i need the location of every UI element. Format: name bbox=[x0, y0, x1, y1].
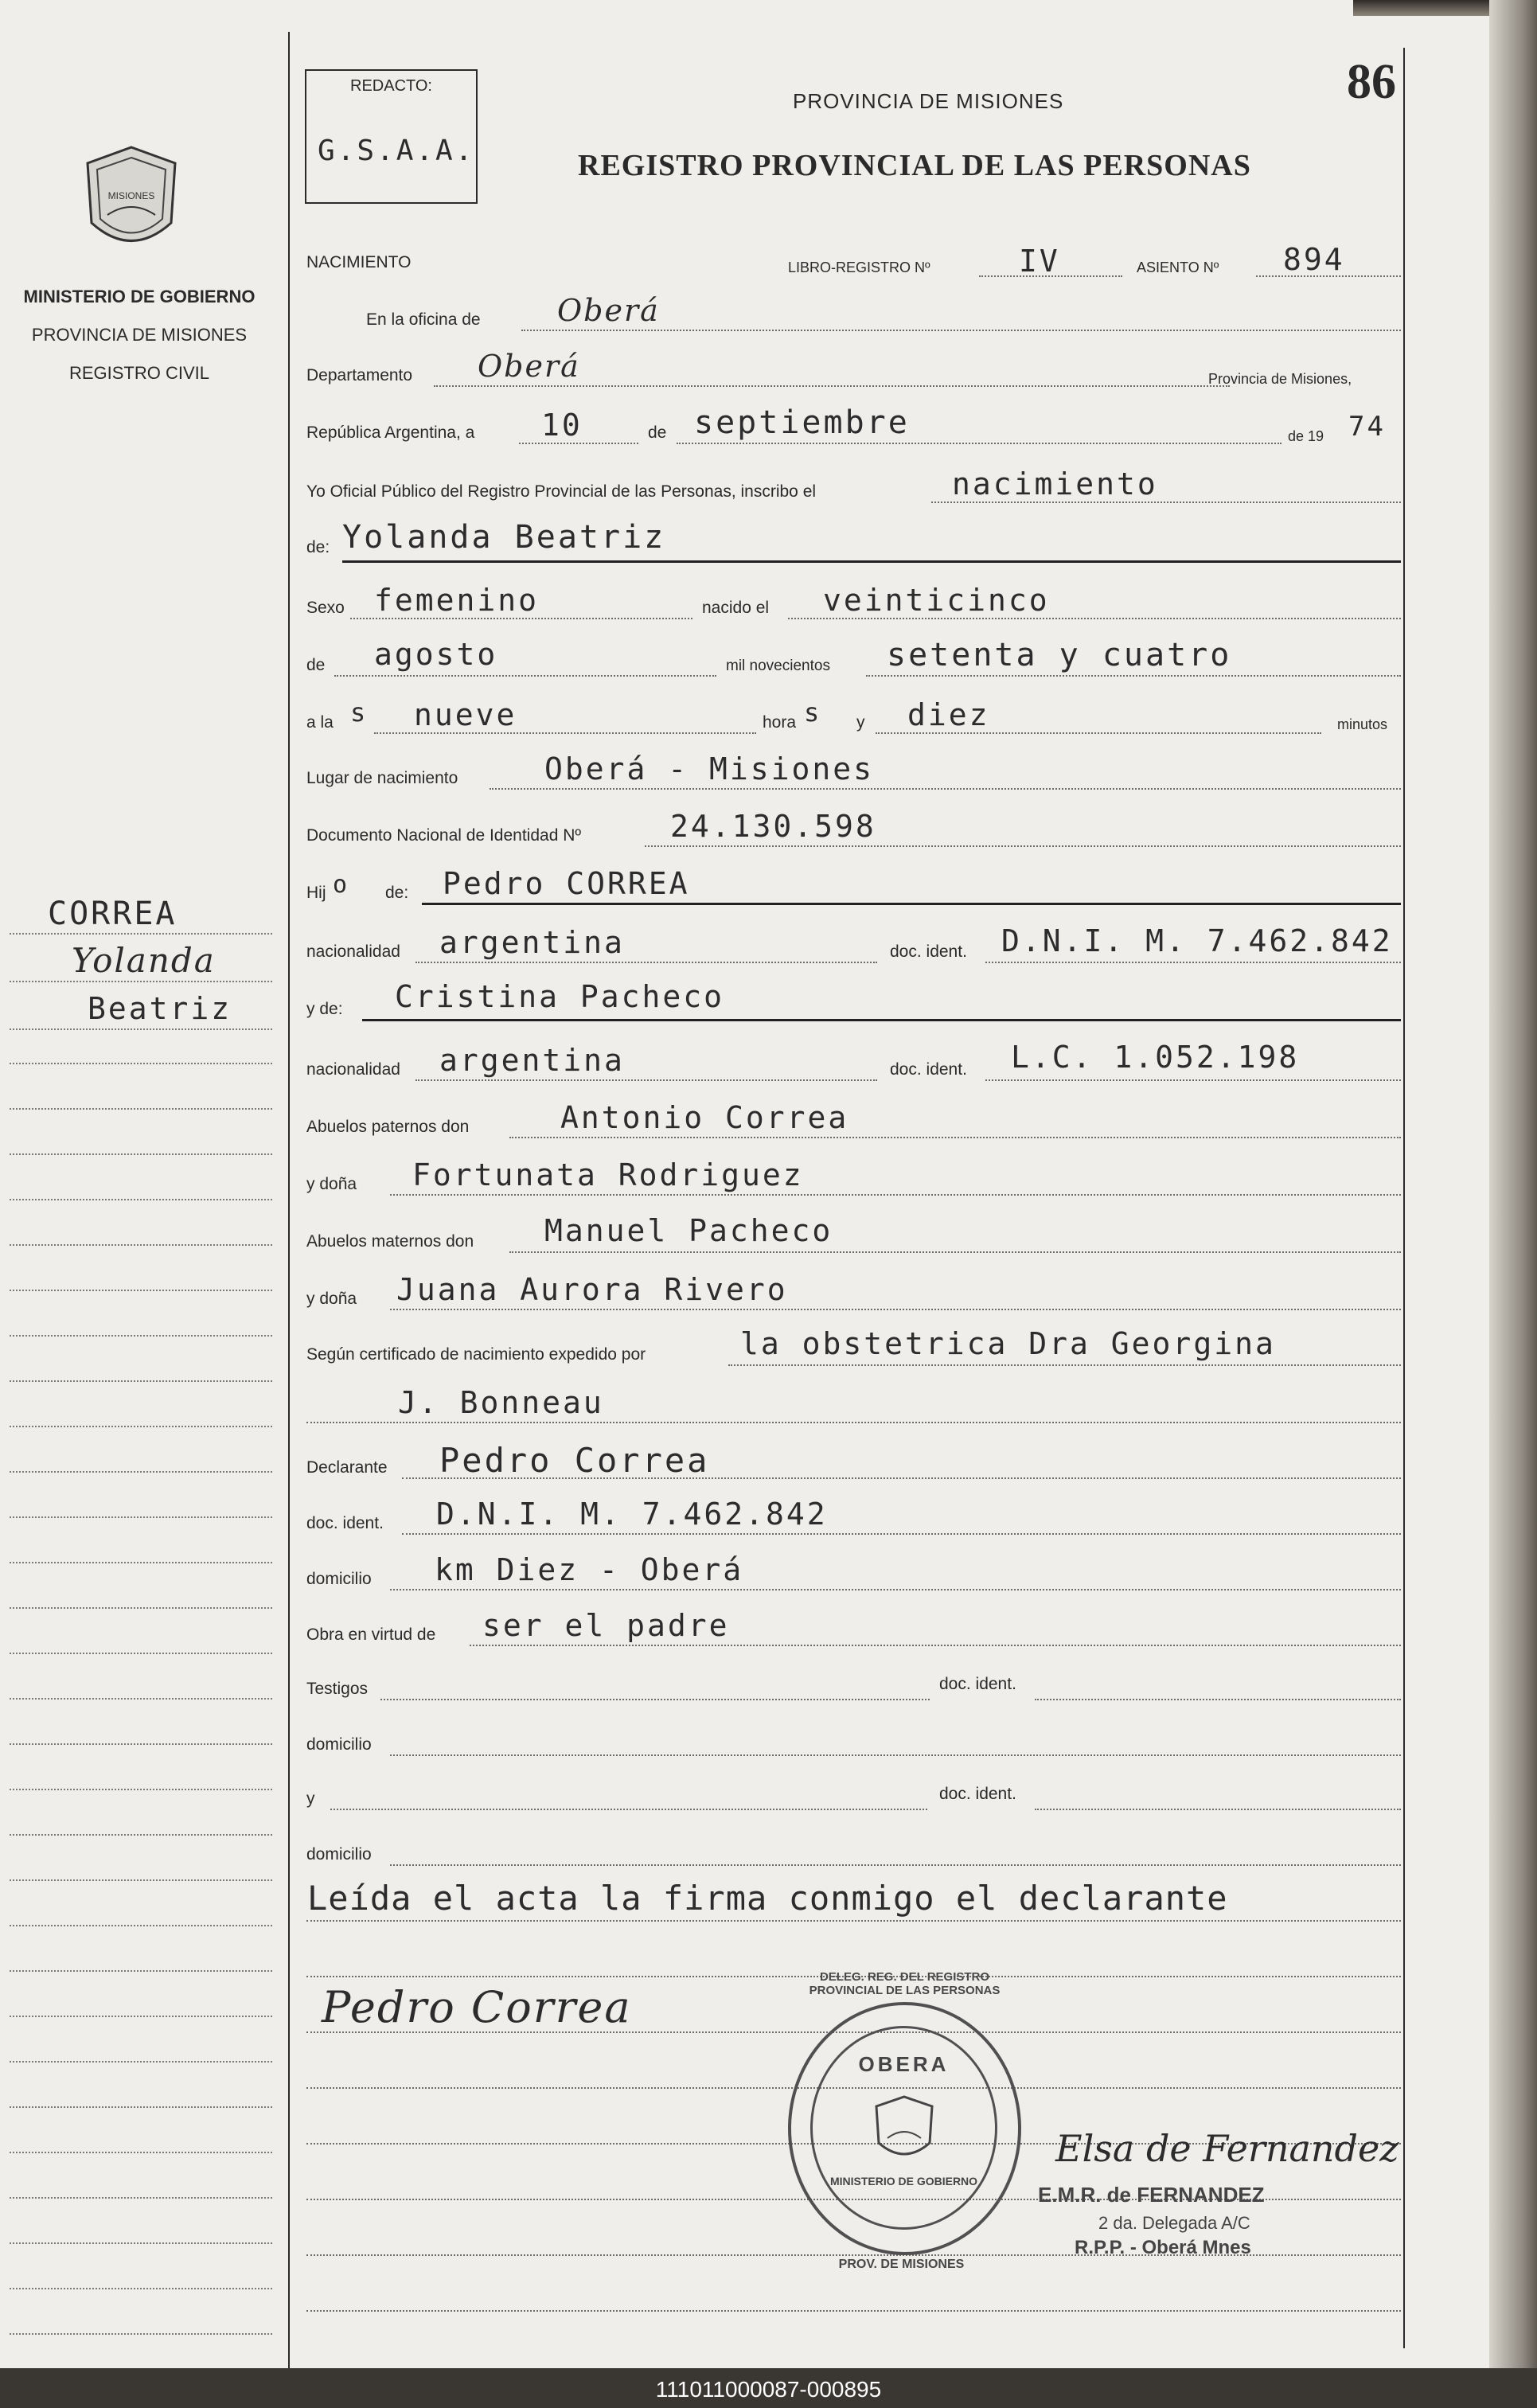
province-emblem-icon bbox=[80, 143, 183, 263]
oficial-label: Yo Oficial Público del Registro Provincial de las Personas, inscribo el bbox=[306, 482, 817, 501]
horas-suffix: s bbox=[804, 697, 822, 728]
obra-label: Obra en virtud de bbox=[306, 1625, 436, 1644]
hijo-suffix: o bbox=[333, 871, 350, 899]
stamp-inner-text: MINISTERIO DE GOBIERNO bbox=[829, 2175, 978, 2187]
left-margin-rule bbox=[288, 32, 290, 2368]
declarant-signature: Pedro Correa bbox=[322, 1982, 632, 2032]
father-doc: D.N.I. M. 7.462.842 bbox=[1001, 923, 1393, 958]
mother-nationality: argentina bbox=[439, 1043, 625, 1078]
documento-label: Documento Nacional de Identidad Nº bbox=[306, 826, 582, 845]
certificado-value2: J. Bonneau bbox=[398, 1385, 604, 1420]
official-role-stamp: 2 da. Delegada A/C bbox=[1098, 2213, 1250, 2233]
official-office-stamp: R.P.P. - Oberá Mnes bbox=[1075, 2237, 1251, 2258]
hour-value: nueve bbox=[414, 697, 517, 732]
stamp-ring-text: DELEG. REG. DEL REGISTRO PROVINCIAL DE LAS PERSONAS bbox=[809, 1970, 1001, 1997]
certificado-value: la obstetrica Dra Georgina bbox=[740, 1326, 1276, 1361]
day-value: 10 bbox=[541, 408, 583, 443]
abuelo-materno: Manuel Pacheco bbox=[544, 1213, 833, 1248]
abuela-paterna-label: y doña bbox=[306, 1175, 357, 1193]
oficina-value: Oberá bbox=[557, 293, 660, 328]
testigo1-domicilio-label: domicilio bbox=[306, 1735, 372, 1754]
ministry-line3: REGISTRO CIVIL bbox=[68, 363, 210, 383]
redacto-box bbox=[305, 69, 478, 204]
registry-title: REGISTRO PROVINCIAL DE LAS PERSONAS bbox=[578, 149, 1251, 182]
libro-value: IV bbox=[1019, 244, 1060, 279]
declarante-value: Pedro Correa bbox=[439, 1441, 710, 1480]
name-value: Yolanda Beatriz bbox=[342, 519, 666, 556]
mother-doc-label: doc. ident. bbox=[890, 1060, 967, 1079]
mil-value: setenta y cuatro bbox=[887, 637, 1232, 673]
ministry-line2: PROVINCIA DE MISIONES bbox=[31, 325, 248, 345]
certificado-label: Según certificado de nacimiento expedido por bbox=[306, 1345, 646, 1364]
stamp-inner-ring bbox=[810, 2026, 997, 2230]
a-la-suffix: s bbox=[350, 697, 369, 728]
father-nationality-label: nacionalidad bbox=[306, 943, 400, 961]
official-name-stamp: E.M.R. de FERNANDEZ bbox=[1038, 2183, 1265, 2207]
abuela-materna: Juana Aurora Rivero bbox=[396, 1272, 788, 1307]
image-id-footer: 111011000087-000895 bbox=[655, 2377, 882, 2402]
obra-value: ser el padre bbox=[482, 1608, 730, 1643]
right-margin-rule bbox=[1403, 48, 1405, 2348]
nacido-value: veinticinco bbox=[823, 583, 1050, 618]
mil-label: mil novecientos bbox=[726, 658, 830, 674]
documento-value: 24.130.598 bbox=[670, 809, 876, 844]
y-de-label: y de: bbox=[306, 1000, 343, 1018]
testigo2-domicilio-label: domicilio bbox=[306, 1845, 372, 1864]
act-type-label: NACIMIENTO bbox=[306, 253, 412, 271]
redacto-value: G.S.A.A. bbox=[318, 135, 475, 167]
month-value: septiembre bbox=[694, 404, 910, 441]
father-nationality: argentina bbox=[439, 925, 625, 960]
margin-first-name: Yolanda bbox=[72, 941, 216, 980]
de-label: de bbox=[648, 423, 667, 442]
stamp-bottom-text: PROV. DE MISIONES bbox=[838, 2258, 965, 2271]
minute-value: diez bbox=[907, 697, 990, 732]
abuela-paterna: Fortunata Rodriguez bbox=[412, 1157, 804, 1192]
mother-doc: L.C. 1.052.198 bbox=[1011, 1040, 1300, 1075]
oficial-value: nacimiento bbox=[952, 466, 1158, 502]
province-header: PROVINCIA DE MISIONES bbox=[793, 89, 1064, 113]
mother-nationality-label: nacionalidad bbox=[306, 1060, 400, 1079]
horas-label: hora bbox=[763, 713, 797, 732]
declarante-doc: D.N.I. M. 7.462.842 bbox=[436, 1497, 828, 1532]
sexo-label: Sexo bbox=[306, 599, 345, 617]
mother-value: Cristina Pacheco bbox=[395, 979, 725, 1014]
stamp-top-text: OBERA bbox=[858, 2052, 950, 2076]
declarante-doc-label: doc. ident. bbox=[306, 1514, 384, 1532]
de-month-label: de bbox=[306, 656, 326, 674]
asiento-value: 894 bbox=[1283, 242, 1345, 277]
margin-second-name: Beatriz bbox=[88, 991, 232, 1026]
ministry-line1: MINISTERIO DE GOBIERNO bbox=[23, 287, 256, 306]
birth-month-value: agosto bbox=[374, 637, 498, 672]
hijo-label: Hij bbox=[306, 884, 326, 902]
book-binding bbox=[1489, 0, 1537, 2368]
margin-surname: CORREA bbox=[48, 896, 177, 932]
declarante-label: Declarante bbox=[306, 1458, 388, 1477]
testigos-label: Testigos bbox=[306, 1680, 369, 1698]
de-name-label: de: bbox=[306, 538, 330, 556]
domicilio-label: domicilio bbox=[306, 1570, 372, 1588]
year-value: 74 bbox=[1348, 411, 1386, 443]
libro-label: LIBRO-REGISTRO Nº bbox=[788, 260, 930, 275]
y-label: y bbox=[856, 713, 865, 732]
stamp-emblem-icon bbox=[872, 2094, 937, 2167]
page-number: 86 bbox=[1347, 55, 1396, 109]
abuelo-paterno: Antonio Correa bbox=[560, 1100, 849, 1135]
nacido-label: nacido el bbox=[702, 599, 770, 617]
testigo2-label: y bbox=[306, 1789, 315, 1808]
minutos-label: minutos bbox=[1337, 716, 1388, 732]
lugar-label: Lugar de nacimiento bbox=[306, 769, 458, 787]
redacto-label: REDACTO: bbox=[350, 77, 432, 95]
sexo-value: femenino bbox=[374, 583, 540, 618]
asiento-label: ASIENTO Nº bbox=[1137, 260, 1219, 275]
official-signature: Elsa de Fernandez bbox=[1055, 2127, 1399, 2170]
departamento-label: Departamento bbox=[306, 366, 413, 384]
provincia-suffix: Provincia de Misiones, bbox=[1208, 371, 1352, 387]
father-value: Pedro CORREA bbox=[443, 866, 690, 901]
abuela-materna-label: y doña bbox=[306, 1290, 357, 1308]
svg-text:MISIONES: MISIONES bbox=[107, 190, 155, 201]
closing-text: Leída el acta la firma conmigo el declarante bbox=[307, 1879, 1228, 1918]
year-label: de 19 bbox=[1288, 428, 1324, 444]
father-doc-label: doc. ident. bbox=[890, 943, 967, 961]
abuelos-paternos-label: Abuelos paternos don bbox=[306, 1118, 470, 1136]
hijo-de-label: de: bbox=[385, 884, 409, 902]
oficina-label: En la oficina de bbox=[366, 310, 481, 329]
a-la-label: a la bbox=[306, 713, 334, 732]
republica-label: República Argentina, a bbox=[306, 423, 475, 442]
abuelos-maternos-label: Abuelos maternos don bbox=[306, 1232, 474, 1251]
departamento-value: Oberá bbox=[478, 349, 580, 384]
testigo1-doc-label: doc. ident. bbox=[939, 1675, 1016, 1693]
lugar-value: Oberá - Misiones bbox=[544, 751, 875, 786]
domicilio-value: km Diez - Oberá bbox=[435, 1552, 744, 1587]
testigo2-doc-label: doc. ident. bbox=[939, 1785, 1016, 1803]
